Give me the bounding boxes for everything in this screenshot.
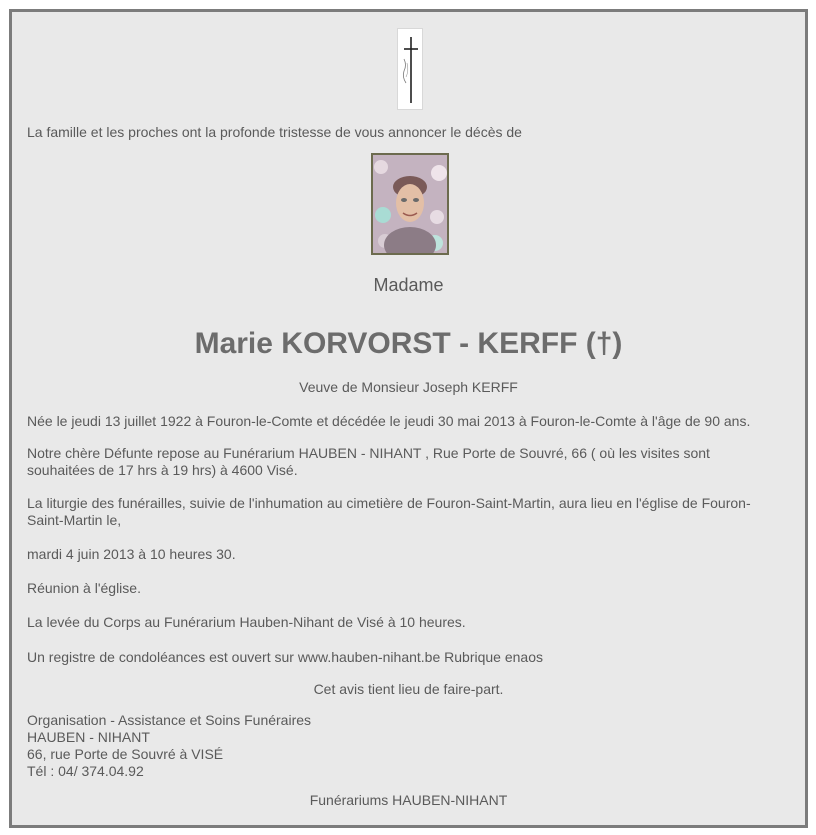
reunion-text: Réunion à l'église. [27, 580, 141, 596]
organisation-phone: Tél : 04/ 374.04.92 [27, 763, 144, 779]
footer-title: Funérariums HAUBEN-NIHANT [309, 792, 508, 808]
levee-text: La levée du Corps au Funérarium Hauben-Nihant de Visé à 10 heures. [27, 614, 466, 630]
cross-icon [397, 28, 423, 110]
organisation-line2: HAUBEN - NIHANT [27, 729, 150, 745]
portrait-photo [371, 153, 449, 255]
organisation-block [27, 712, 787, 780]
liturgy-text: La liturgie des funérailles, suivie de l'inhumation au cimetière de Fouron-Saint-Martin, aura lieu en l'église de Fouron-Saint-Martin le, [27, 495, 751, 528]
portrait-image [373, 155, 447, 253]
organisation-address: 66, rue Porte de Souvré à VISÉ [27, 746, 224, 762]
deceased-name: Marie KORVORST - KERFF (†) [194, 327, 623, 360]
widow-line: Veuve de Monsieur Joseph KERFF [299, 379, 518, 395]
rest-location-text: Notre chère Défunte repose au Funérarium HAUBEN - NIHANT , Rue Porte de Souvré, 66 ( où les visites sont souhaitées de 17 hrs à 19 hrs) à 4600 Visé. [27, 445, 710, 478]
birth-death-text: Née le jeudi 13 juillet 1922 à Fouron-le-Comte et décédée le jeudi 30 mai 2013 à Fouron-le-Comte à l'âge de 90 ans. [27, 413, 751, 429]
intro-text: La famille et les proches ont la profonde tristesse de vous annoncer le décès de [27, 124, 522, 140]
honorific: Madame [373, 275, 444, 295]
faire-part-text: Cet avis tient lieu de faire-part. [313, 681, 504, 697]
organisation-line1: Organisation - Assistance et Soins Funéraires [27, 712, 312, 728]
obituary-card [9, 9, 808, 828]
registry-text: Un registre de condoléances est ouvert sur www.hauben-nihant.be Rubrique enaos [27, 649, 543, 665]
ceremony-date: mardi 4 juin 2013 à 10 heures 30. [27, 546, 236, 562]
cross-icon-graphic [398, 29, 422, 109]
